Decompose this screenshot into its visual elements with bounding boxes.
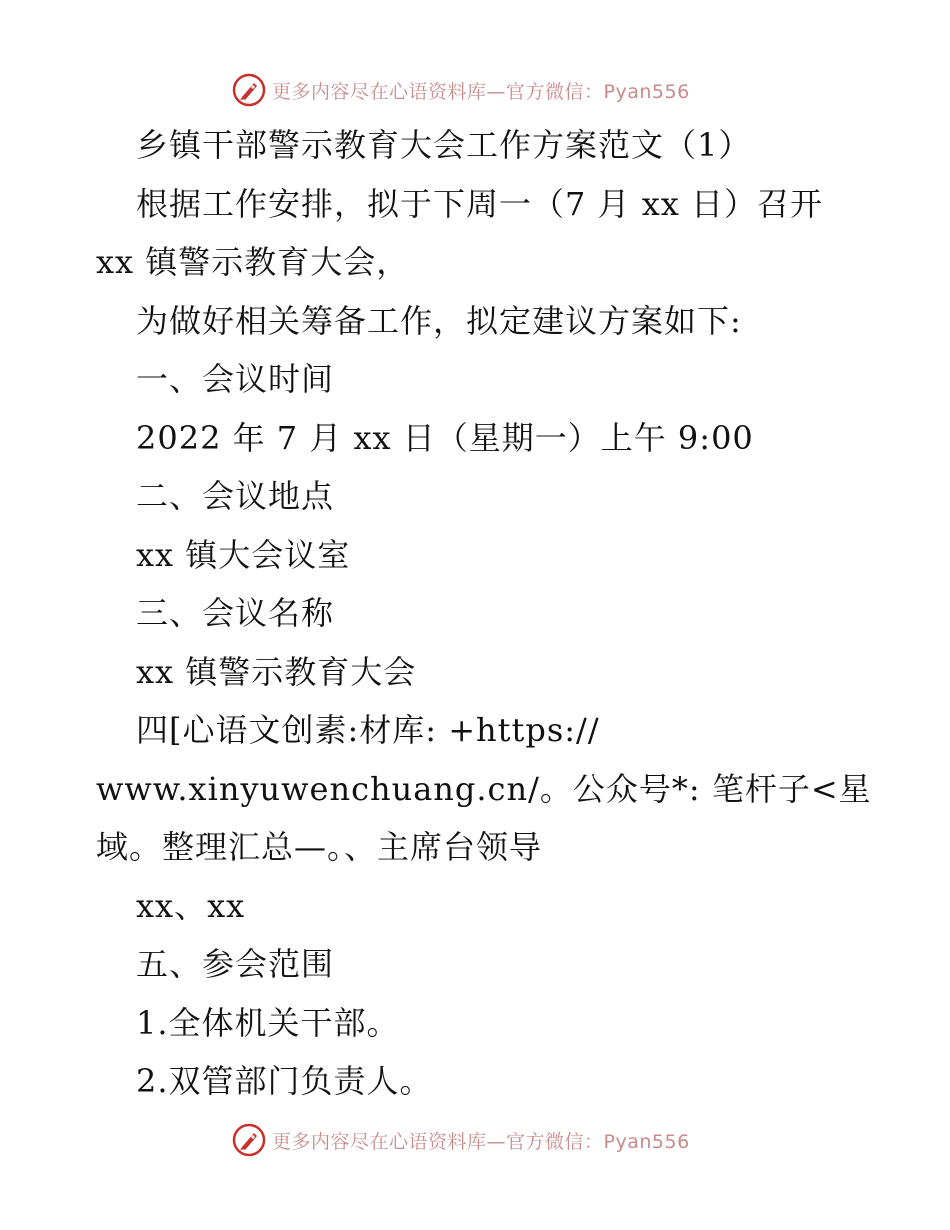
document-line: 三、会议名称 bbox=[136, 594, 335, 632]
document-line: 乡镇干部警示教育大会工作方案范文（1） bbox=[136, 126, 752, 164]
document-line: 五、参会范围 bbox=[136, 945, 335, 983]
header-banner bbox=[232, 70, 690, 110]
document-line: xx、xx bbox=[136, 886, 246, 925]
document-line: 四[心语文创素:材库: +https:// bbox=[136, 711, 600, 749]
document-line: 根据工作安排，拟于下周一（7 月 xx 日）召开 bbox=[136, 184, 823, 223]
document-line: 2.双管部门负责人。 bbox=[136, 1062, 433, 1100]
document-body bbox=[96, 116, 872, 1111]
document-line: xx 镇警示教育大会， bbox=[96, 243, 410, 281]
footer-banner bbox=[232, 1120, 690, 1160]
document-line: 2022 年 7 月 xx 日（星期一）上午 9:00 bbox=[136, 418, 754, 457]
document-line: xx 镇警示教育大会 bbox=[136, 652, 417, 691]
document-line: 一、会议时间 bbox=[136, 360, 335, 398]
footer-banner-text: 更多内容尽在心语资料库—官方微信：Pyan556 bbox=[272, 1130, 690, 1153]
header-banner-text: 更多内容尽在心语资料库—官方微信：Pyan556 bbox=[272, 80, 690, 103]
document-line: www.xinyuwenchuang.cn/。公众号*: 笔杆子<星 bbox=[96, 769, 872, 808]
pen-nib-seal-logo bbox=[232, 73, 266, 107]
document-line: 域。整理汇总—。、主席台领导 bbox=[96, 828, 543, 866]
document-line: 二、会议地点 bbox=[136, 477, 335, 515]
document-line: 1.全体机关干部。 bbox=[136, 1003, 400, 1042]
document-line: xx 镇大会议室 bbox=[136, 535, 351, 574]
document-line: 为做好相关筹备工作，拟定建议方案如下: bbox=[136, 301, 742, 340]
pen-nib-seal-logo bbox=[232, 1123, 266, 1157]
